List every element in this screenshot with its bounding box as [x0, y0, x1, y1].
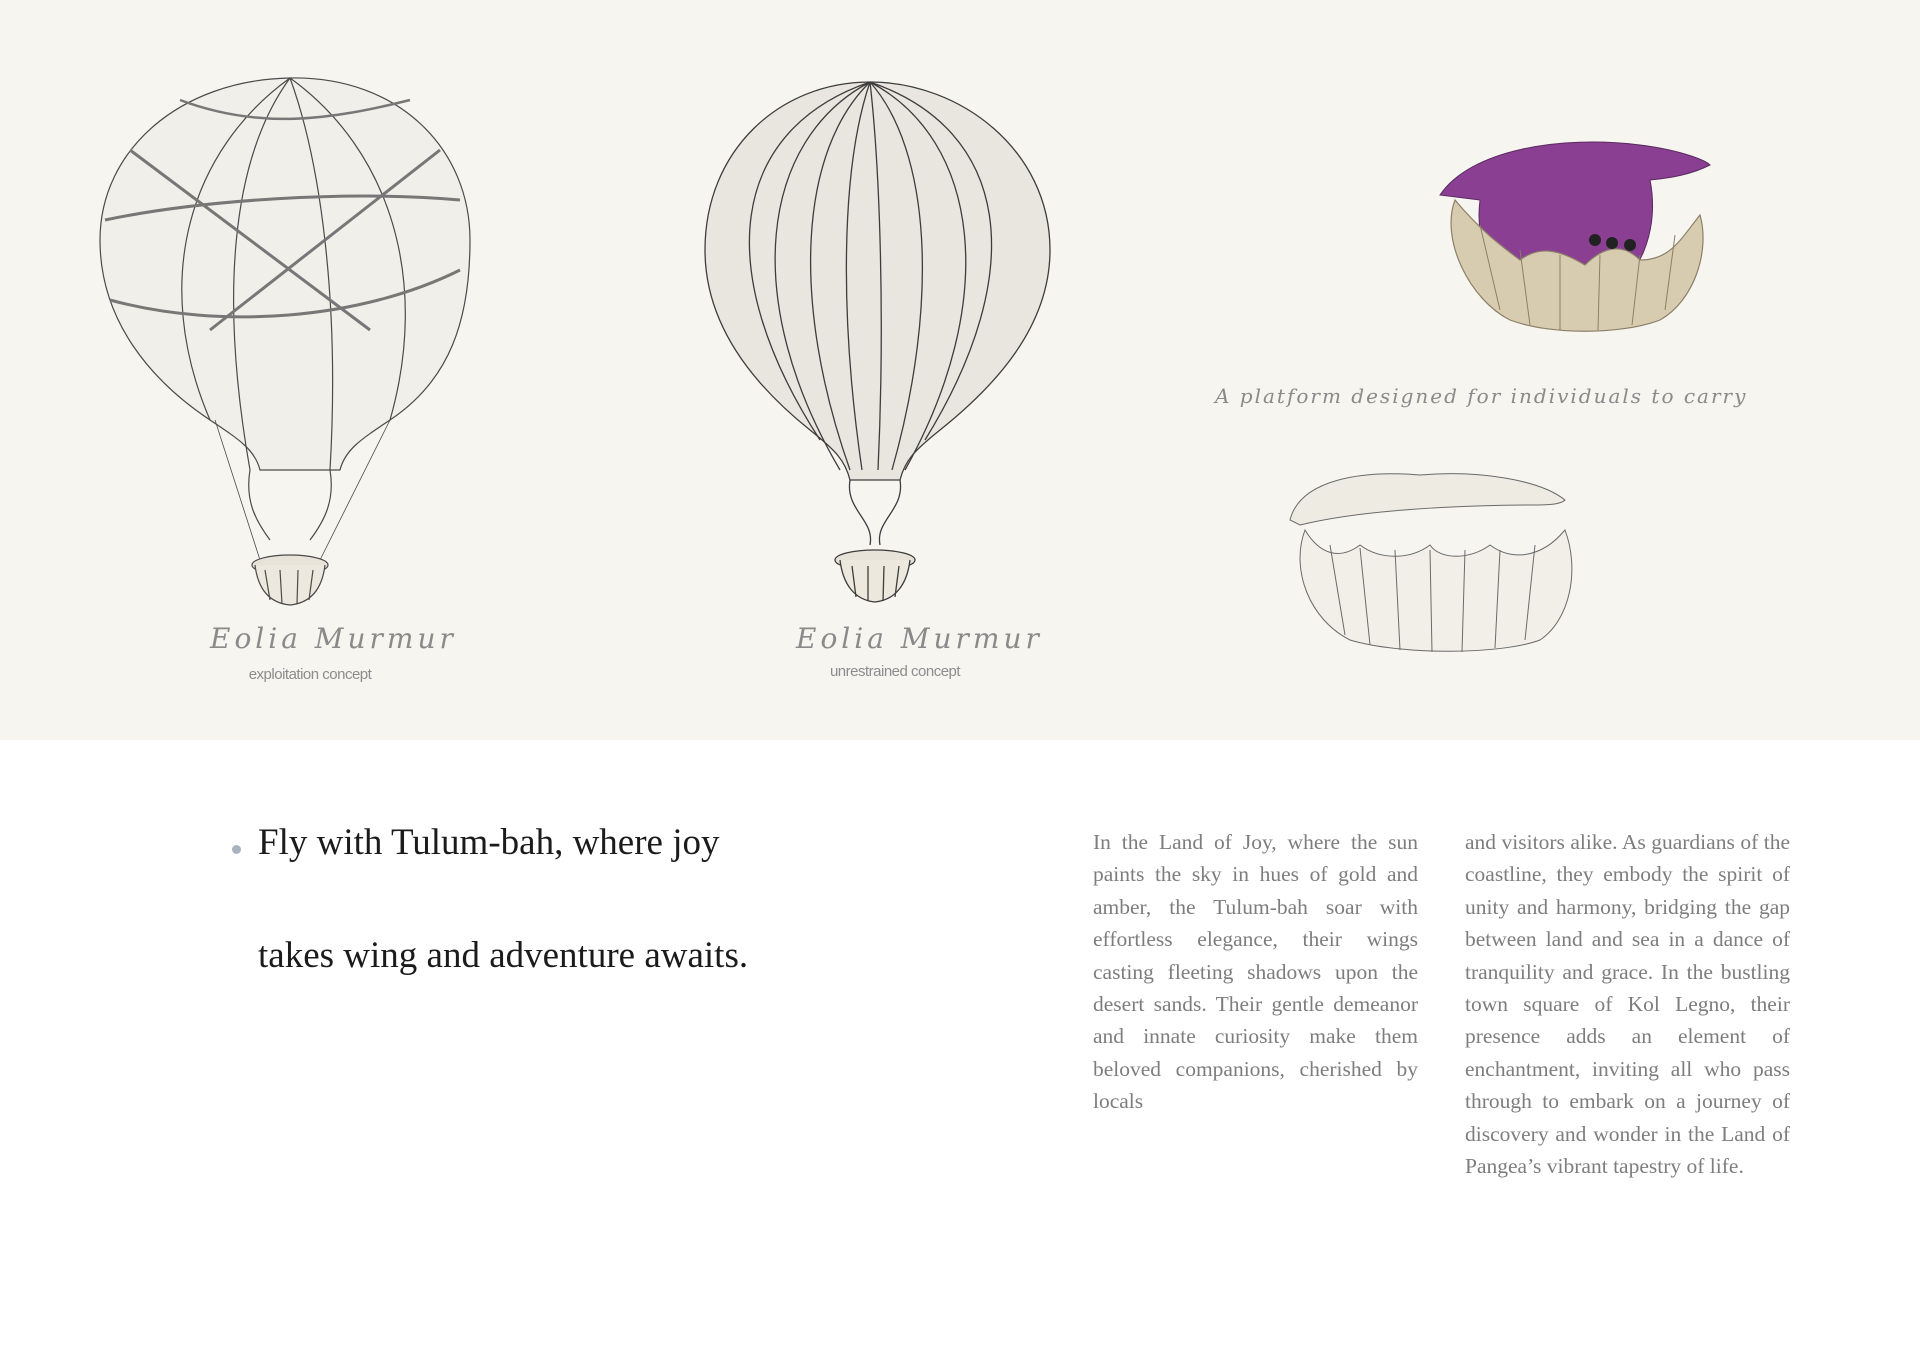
balloon-exploitation-illustration — [100, 78, 470, 605]
bullet-icon — [232, 845, 241, 854]
balloon-unrestrained-illustration — [705, 82, 1050, 602]
center-caption: unrestrained concept — [829, 663, 961, 680]
pencil-platform-illustration — [1290, 474, 1572, 652]
left-signature: Eolia Murmur — [210, 622, 457, 655]
headline-block — [232, 820, 792, 1012]
body-text-column-2: and visitors alike. As guardians of the coastline, they embody the spirit of unity and harmony, bridging the gap between land and sea in a dance of tranquility and grace. In the bustling town square of Kol Legno, their presence adds an element of enchantment, inviting all who pass through to embark on a journey of discovery and wonder in the Land of Pangea’s vibrant tapestry of life. — [1465, 830, 1790, 1179]
center-signature: Eolia Murmur — [796, 622, 1043, 655]
headline: Fly with Tulum-bah, where joy takes wing and adventure awaits. — [258, 822, 749, 976]
body-text-column-1: In the Land of Joy, where the sun paints the sky in hues of gold and amber, the Tulum-bah soar with effortless elegance, their wings casting fleeting shadows upon the desert sands. Their gentle demeanor and innate curiosity make them beloved companions, cherished by locals — [1093, 830, 1418, 1114]
purple-platform-illustration — [1440, 142, 1710, 331]
left-caption: exploitation concept — [248, 666, 372, 683]
platform-note: A platform designed for individuals to carry — [1215, 384, 1748, 408]
